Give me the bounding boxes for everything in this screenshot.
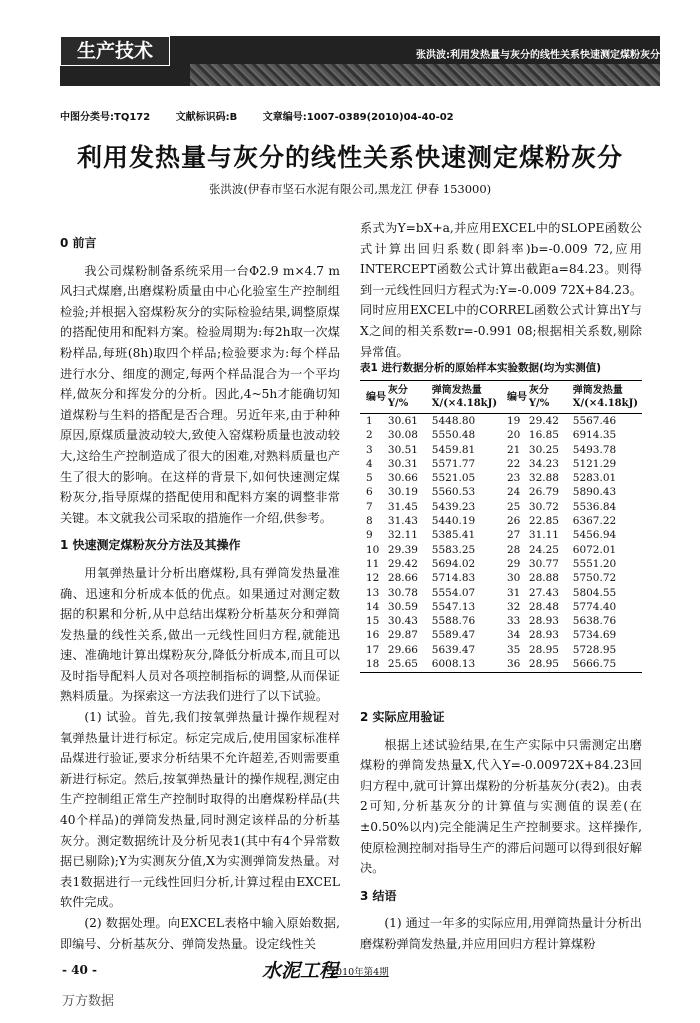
table-cell: 22.85 xyxy=(528,515,559,528)
table-1 xyxy=(360,380,642,673)
table-cell: 5567.46 xyxy=(572,415,617,427)
table-cell: 34 xyxy=(506,629,521,642)
table-cell: 11 xyxy=(366,557,380,570)
table-row xyxy=(360,500,642,514)
table-cell: 5456.94 xyxy=(572,529,617,542)
table-cell: 5550.48 xyxy=(431,429,476,442)
table-row xyxy=(360,485,642,499)
paragraph-regression: 系式为Y=bX+a,并应用EXCEL中的SLOPE函数公式计算出回归系数(即斜率)b=-0.009 72,应用INTERCEPT函数公式计算出截距a=84.23。则得到一元线性回归方程式为:Y=-0.009 72X+84.23。同时应用EXCEL中的CORREL函数公式计算出Y与X之间的相关系数r=-0.991 08;根据相关系数,剔除异常值。 xyxy=(360,221,642,359)
table-cell: 5448.80 xyxy=(431,415,476,427)
table-cell: 5521.05 xyxy=(431,472,476,485)
paragraph-data-processing: (2) 数据处理。向EXCEL表格中输入原始数据,即编号、分析基灰分、弹筒发热量。设定线性关 xyxy=(60,916,340,951)
table-cell: 30.59 xyxy=(387,600,418,613)
table-cell: 5547.13 xyxy=(431,600,476,613)
table-cell: 5734.69 xyxy=(572,629,617,642)
table-cell: 14 xyxy=(366,600,380,613)
table-cell: 31 xyxy=(506,586,521,599)
table-cell: 35 xyxy=(506,643,521,656)
table-cell: 32 xyxy=(506,600,521,613)
running-head: 张洪波:利用发热量与灰分的线性关系快速测定煤粉灰分 xyxy=(416,50,660,61)
table-cell: 10 xyxy=(366,543,380,556)
table-row xyxy=(360,543,642,557)
table-cell: 26 xyxy=(506,515,521,528)
table-cell: 5588.76 xyxy=(431,615,476,628)
th-ash-2: 灰分Y/% xyxy=(529,381,565,414)
journal-name: 水泥工程 xyxy=(262,960,339,982)
section-heading-0: 0 前言 xyxy=(60,236,97,250)
table-cell: 5571.77 xyxy=(431,457,476,470)
right-column-bottom xyxy=(360,700,642,955)
table-cell: 19 xyxy=(506,415,521,427)
table-cell: 5560.53 xyxy=(431,486,476,499)
table-row xyxy=(360,657,642,673)
table-cell: 30.61 xyxy=(387,415,418,427)
table-cell: 30.31 xyxy=(387,457,418,470)
table-cell: 5583.25 xyxy=(431,543,476,556)
table-cell: 5666.75 xyxy=(565,657,642,673)
table-cell: 23 xyxy=(506,472,521,485)
table-cell: 5536.84 xyxy=(572,500,617,513)
table-cell: 28.93 xyxy=(528,629,559,642)
table-cell: 5 xyxy=(366,472,373,485)
table-cell: 30.51 xyxy=(387,443,418,456)
table-cell: 30.66 xyxy=(387,472,418,485)
table-cell: 5551.20 xyxy=(572,557,617,570)
table-cell: 28.95 xyxy=(528,643,559,656)
table-cell: 32.88 xyxy=(528,472,559,485)
table-row xyxy=(360,586,642,600)
table-cell: 13 xyxy=(366,586,380,599)
table-row xyxy=(360,514,642,528)
paragraph-test: (1) 试验。首先,我们按氧弹热量计操作规程对氧弹热量计进行标定。标定完成后,使用国家标准样品煤进行验证,要求分析结果不允许超差,否则需要重新进行标定。然后,按氧弹热量计的操作规程,测定由生产控制组正常生产控制时取得的出磨煤粉样品(共40个样品)的弹筒发热量,同时测定该样品的分析基灰分。测定数据统计及分析见表1(其中有4个异常数据已剔除);Y为实测灰分值,X为实测弹筒发热量。对表1数据进行一元线性回归分析,计算过程由EXCEL软件完成。 xyxy=(60,710,340,910)
article-number: 文章编号:1007-0389(2010)04-40-02 xyxy=(262,112,454,123)
table-cell: 5121.29 xyxy=(572,457,617,470)
table-cell: 6072.01 xyxy=(572,543,617,556)
header-texture xyxy=(190,64,660,86)
table-cell: 18 xyxy=(360,657,388,673)
table-cell: 24 xyxy=(506,486,521,499)
table-cell: 34.23 xyxy=(528,457,559,470)
table-cell: 3 xyxy=(366,443,373,456)
paragraph-conclusion: (1) 通过一年多的实际应用,用弹筒热量计分析出磨煤粉弹筒发热量,并应用回归方程计算煤粉 xyxy=(360,916,642,951)
table-header-row xyxy=(360,381,642,414)
table-cell: 5493.78 xyxy=(572,443,617,456)
watermark: 万方数据 xyxy=(62,994,115,1009)
table-cell: 15 xyxy=(366,615,380,628)
table-cell: 28.95 xyxy=(529,657,565,673)
paragraph-method: 用氧弹热量计分析出磨煤粉,具有弹筒发热量准确、迅速和分析成本低的优点。如果通过对测定数据的积累和分析,从中总结出煤粉分析基灰分和弹筒发热量的线性关系,做出一元线性回归方程,就能迅速、准确地计算出煤粉灰分,降低分析成本,而且可以及时指导配料人员对各项控制指标的调整,从而保证熟料质量。为探索这一方法我们进行了以下试验。 xyxy=(60,565,340,704)
table-cell: 21 xyxy=(506,443,521,456)
table-cell: 31.43 xyxy=(387,515,418,528)
section-heading-1: 1 快速测定煤粉灰分方法及其操作 xyxy=(60,538,241,553)
section-tag: 生产技术 xyxy=(60,36,170,66)
table-cell: 5439.23 xyxy=(431,500,476,513)
table-cell: 28.88 xyxy=(528,572,559,585)
table-row xyxy=(360,571,642,585)
table-cell: 12 xyxy=(366,572,380,585)
table-cell: 5385.41 xyxy=(431,529,476,542)
table-cell: 9 xyxy=(366,529,373,542)
paragraph-validation: 根据上述试验结果,在生产实际中只需测定出磨煤粉的弹筒发热量X,代入Y=-0.00972X+84.23回归方程中,就可计算出煤粉的分析基灰分(表2)。由表2可知,分析基灰分的计算值与实测值的误差(在±0.50%以内)完全能满足生产控制要求。这样操作,使原检测控制对指导生产的滞后问题可以得到很好解决。 xyxy=(360,737,642,876)
table-cell: 16 xyxy=(366,629,380,642)
paper-title: 利用发热量与灰分的线性关系快速测定煤粉灰分 xyxy=(76,143,623,172)
table-cell: 28.48 xyxy=(528,600,559,613)
th-ash-1: 灰分Y/% xyxy=(388,381,424,414)
document-code: 文献标识码:B xyxy=(175,112,238,123)
table-cell: 5728.95 xyxy=(572,643,617,656)
section-heading-3: 3 结语 xyxy=(360,888,397,903)
table-cell: 5440.19 xyxy=(431,515,476,528)
table-cell: 24.25 xyxy=(528,543,559,556)
table-cell: 4 xyxy=(366,457,373,470)
table-cell: 5774.40 xyxy=(572,600,617,613)
table-cell: 5459.81 xyxy=(431,443,476,456)
table-cell: 6 xyxy=(366,486,373,499)
table-cell: 30.77 xyxy=(528,557,559,570)
table-cell: 29.87 xyxy=(387,629,418,642)
table-cell: 30.08 xyxy=(387,429,418,442)
table-cell: 6008.13 xyxy=(424,657,501,673)
table-cell: 31.11 xyxy=(528,529,559,542)
table-cell: 5283.01 xyxy=(572,472,617,485)
table-cell: 5639.47 xyxy=(431,643,476,656)
table-cell: 6367.22 xyxy=(572,515,617,528)
table-cell: 17 xyxy=(366,643,380,656)
table-cell: 28 xyxy=(506,543,521,556)
table-cell: 5554.07 xyxy=(431,586,476,599)
th-heat-1: 弹筒发热量X/(×4.18kJ) xyxy=(424,381,501,414)
table-cell: 30.43 xyxy=(387,615,418,628)
table-row xyxy=(360,414,642,429)
table-cell: 36 xyxy=(501,657,529,673)
table-cell: 30.78 xyxy=(387,586,418,599)
table-row xyxy=(360,471,642,485)
journal-issue: 2010年第4期 xyxy=(330,967,389,978)
table-cell: 5890.43 xyxy=(572,486,617,499)
table-cell: 25.65 xyxy=(388,657,424,673)
table-cell: 25 xyxy=(506,500,521,513)
table-row xyxy=(360,600,642,614)
table-cell: 1 xyxy=(366,415,373,427)
table-row xyxy=(360,628,642,642)
table-cell: 29.66 xyxy=(387,643,418,656)
table-row xyxy=(360,528,642,542)
table-cell: 31.45 xyxy=(387,500,418,513)
table-cell: 5589.47 xyxy=(431,629,476,642)
th-no-1: 编号 xyxy=(360,381,388,414)
table-cell: 16.85 xyxy=(528,429,559,442)
table-cell: 8 xyxy=(366,515,373,528)
table-cell: 7 xyxy=(366,500,373,513)
table-row xyxy=(360,428,642,442)
table-row xyxy=(360,457,642,471)
table-cell: 5638.76 xyxy=(572,615,617,628)
table-cell: 30.25 xyxy=(528,443,559,456)
table-cell: 28.93 xyxy=(528,615,559,628)
table-cell: 30.72 xyxy=(528,500,559,513)
section-heading-2: 2 实际应用验证 xyxy=(360,710,445,724)
table-cell: 26.79 xyxy=(528,486,559,499)
table-cell: 2 xyxy=(366,429,373,442)
table-cell: 29 xyxy=(506,557,521,570)
table-cell: 29.42 xyxy=(387,557,418,570)
page-number: - 40 - xyxy=(62,963,98,977)
th-no-2: 编号 xyxy=(501,381,529,414)
table-row xyxy=(360,614,642,628)
clc-number: 中图分类号:TQ172 xyxy=(60,112,151,123)
table-cell: 28.66 xyxy=(387,572,418,585)
table-row xyxy=(360,643,642,657)
table-cell: 30 xyxy=(506,572,521,585)
table-cell: 29.39 xyxy=(387,543,418,556)
table-caption: 表1 进行数据分析的原始样本实验数据(均为实测值) xyxy=(360,362,602,374)
author-affiliation: 张洪波(伊春市坚石水泥有限公司,黑龙江 伊春 153000) xyxy=(208,182,492,196)
right-column-top xyxy=(360,218,642,362)
table-cell: 6914.35 xyxy=(572,429,617,442)
table-cell: 5804.55 xyxy=(572,586,617,599)
table-cell: 22 xyxy=(506,457,521,470)
table-row xyxy=(360,443,642,457)
table-body xyxy=(360,414,642,673)
th-heat-2: 弹筒发热量X/(×4.18kJ) xyxy=(565,381,642,414)
table-cell: 5714.83 xyxy=(431,572,476,585)
table-cell: 5694.02 xyxy=(431,557,476,570)
table-cell: 5750.72 xyxy=(572,572,617,585)
data-table xyxy=(360,380,642,673)
article-meta xyxy=(60,108,476,123)
table-cell: 29.42 xyxy=(528,415,559,427)
table-row xyxy=(360,557,642,571)
paragraph-intro: 我公司煤粉制备系统采用一台Φ2.9 m×4.7 m风扫式煤磨,出磨煤粉质量由中心化验室生产控制组检验;并根据入窑煤粉灰分的实际检验结果,调整原煤的搭配使用和配料方案。检验周期为:每2h取一次煤粉样品,每班(8h)取四个样品;检验要求为:每个样品进行水分、细度的测定,每两个样品混合为一个平均样,做灰分和挥发分的分析。因此,4~5h才能确切知道煤粉与生料的搭配是否合理。另近年来,由于种种原因,原煤质量波动较大,致使入窑煤粉质量也波动较大,这给生产控制造成了很大的困难,对熟料质量也产生了很大的影响。在这样的背景下,如何快速测定煤粉灰分,指导原煤的搭配使用和配料方案的调整非常关键。本文就我公司采取的措施作一介绍,供参考。 xyxy=(60,263,340,525)
table-cell: 32.11 xyxy=(387,529,418,542)
table-cell: 33 xyxy=(506,615,521,628)
left-column xyxy=(60,226,340,954)
table-cell: 20 xyxy=(506,429,521,442)
table-cell: 30.19 xyxy=(387,486,418,499)
table-cell: 27.43 xyxy=(528,586,559,599)
table-cell: 27 xyxy=(506,529,521,542)
